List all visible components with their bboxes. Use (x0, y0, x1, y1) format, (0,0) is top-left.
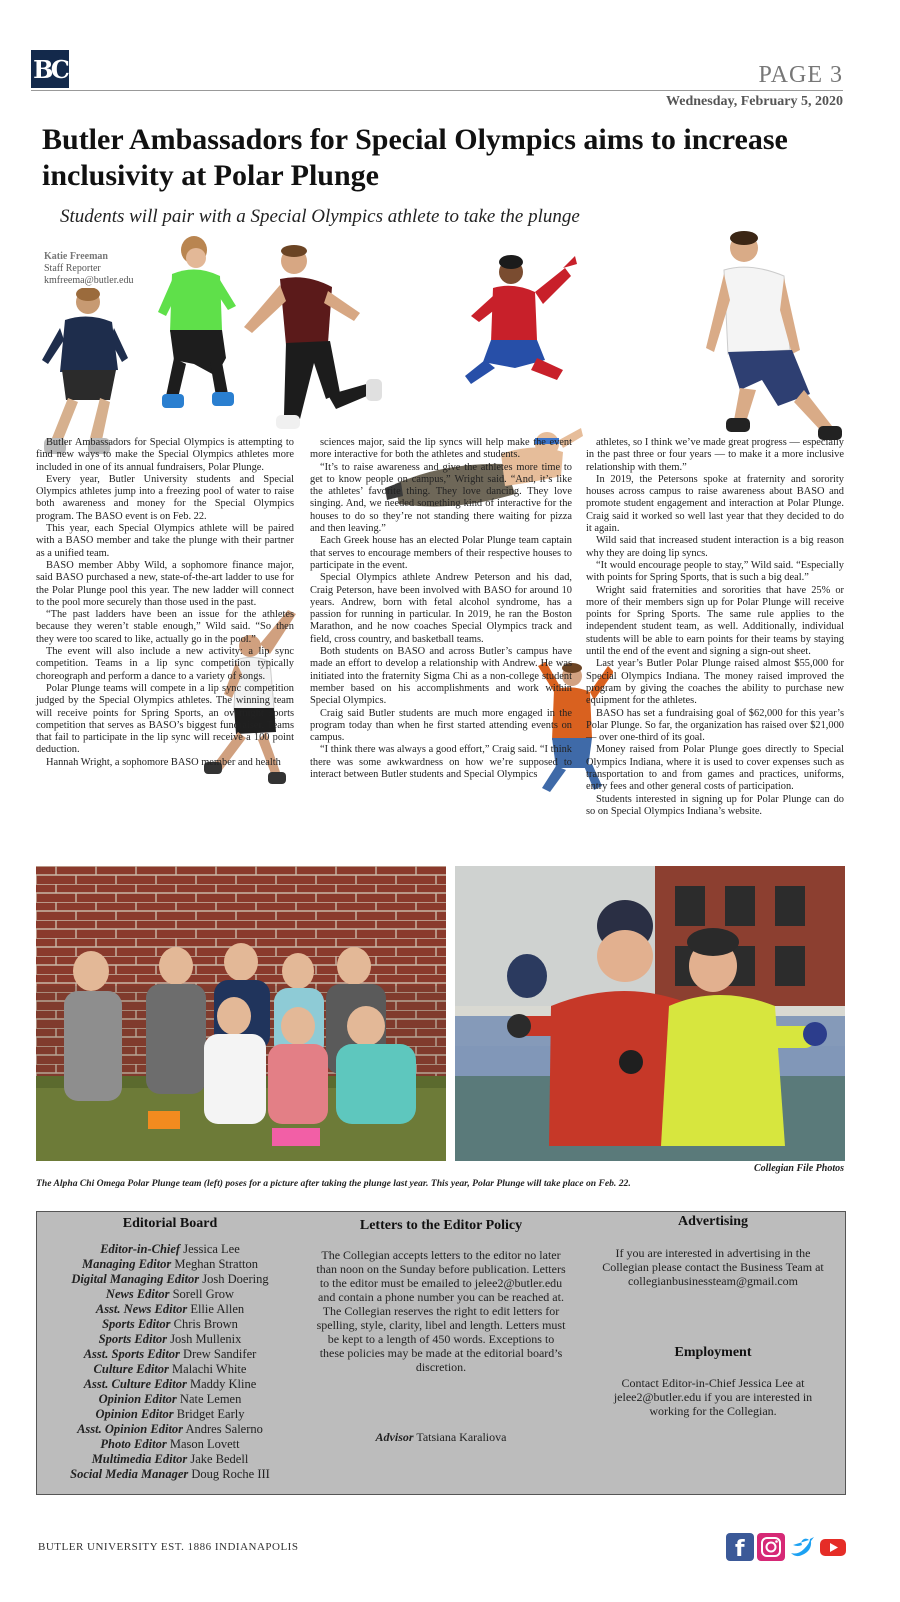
facebook-icon[interactable] (726, 1533, 754, 1561)
article-headline: Butler Ambassadors for Special Olympics aims to increase inclusivity at Polar Plunge (42, 123, 788, 192)
board-role: Asst. Culture Editor (83, 1377, 187, 1391)
advertising-text: If you are interested in advertising in the Collegian please contact the Business Team at collegianbusinessteam@gmail.com (602, 1246, 824, 1288)
article-paragraph: Students interested in signing up for Polar Plunge can do so on Special Olympics Indiana’s website. (586, 793, 844, 817)
board-name: Maddy Kline (186, 1377, 257, 1391)
staff-info-box (36, 1211, 846, 1495)
board-member-row (37, 1377, 303, 1392)
board-name: Bridget Early (173, 1407, 245, 1421)
board-member-row (37, 1257, 303, 1272)
jumper-photo-4-spiderman (455, 250, 580, 405)
letters-policy-text: The Collegian accepts letters to the editor no later than noon on the Sunday before publication. Letters to the editor must be emailed to jelee2@butler.edu and contain a phone number you can be reached at. The Collegian reserves the right to edit letters for spelling, style, clarity, libel and length. Letters must be kept to a length of 450 words. Exceptions to these policies may be made at the editorial board’s discretion. (316, 1248, 566, 1374)
board-role: Managing Editor (81, 1257, 172, 1271)
header-divider (31, 90, 843, 91)
advisor-name: Tatsiana Karaliova (416, 1430, 507, 1444)
board-role: Digital Managing Editor (71, 1272, 200, 1286)
article-column-1 (36, 437, 294, 769)
board-name: Meghan Stratton (171, 1257, 259, 1271)
article-paragraph: “It would encourage people to stay,” Wild said. “Especially with points for Spring Sports, that is such a big deal.” (586, 559, 844, 584)
twitter-icon[interactable] (788, 1533, 816, 1561)
board-name: Sorell Grow (169, 1287, 235, 1301)
board-role: Multimedia Editor (91, 1452, 188, 1466)
article-paragraph: The event will also include a new activity: a lip sync competition. Teams in a lip sync competition typically choreograph and perform a dance to a variety of songs. (36, 646, 294, 682)
board-member-row (37, 1467, 303, 1482)
board-member-row (37, 1362, 303, 1377)
article-paragraph: Polar Plunge teams will compete in a lip sync competition judged by the Special Olympics athletes. The winning team will receive points for Spring Sports, an overnight sports competition that serves as BASO’s biggest fundraiser. Teams that fail to participate in the lip sync will receive a 100 point deduction. (36, 682, 294, 756)
board-name: Andres Salerno (183, 1422, 263, 1436)
byline (44, 251, 133, 287)
board-role: Asst. Sports Editor (83, 1347, 180, 1361)
board-role: Social Media Manager (70, 1467, 189, 1481)
board-role: Sports Editor (98, 1332, 168, 1346)
article-subhead: Students will pair with a Special Olympics athlete to take the plunge (60, 206, 580, 227)
board-name: Ellie Allen (187, 1302, 245, 1316)
board-role: Opinion Editor (95, 1407, 174, 1421)
board-member-row (37, 1407, 303, 1422)
article-paragraph: athletes, so I think we’ve made great progress — especially in the past three or four years — to make it a more inclusive relationship with them.” (586, 437, 844, 473)
article-paragraph: Each Greek house has an elected Polar Plunge team captain that serves to encourage members of their respective houses to participate in the event. (310, 535, 572, 571)
article-paragraph: Every year, Butler University students and Special Olympics athletes jump into a freezing pool of water to raise both awareness and money for the Special Olympics program. The BASO event is on Feb. 22. (36, 473, 294, 522)
board-role: Culture Editor (93, 1362, 169, 1376)
issue-date: Wednesday, February 5, 2020 (666, 94, 843, 109)
instagram-icon[interactable] (757, 1533, 785, 1561)
board-role: Photo Editor (100, 1437, 167, 1451)
board-member-row (37, 1452, 303, 1467)
page-number: PAGE 3 (758, 62, 843, 88)
photo-caption: The Alpha Chi Omega Polar Plunge team (left) poses for a picture after taking the plunge last year. This year, Polar Plunge will take place on Feb. 22. (36, 1178, 631, 1189)
byline-role: Staff Reporter (44, 263, 101, 274)
article-column-2 (310, 437, 572, 781)
article-paragraph: Wild said that increased student interaction is a big reason why they are doing lip syncs. (586, 535, 844, 559)
article-paragraph: “The past ladders have been an issue for the athletes because they weren’t stable enough,” Wild said. “So then they were too scared to like, actually go in the pool.” (36, 609, 294, 645)
employment-title: Employment (674, 1345, 752, 1360)
board-name: Malachi White (168, 1362, 247, 1376)
footer-masthead: BUTLER UNIVERSITY EST. 1886 INDIANAPOLIS (38, 1541, 299, 1553)
article-paragraph: sciences major, said the lip syncs will help make the event more interactive for both the athletes and students. (310, 437, 572, 461)
article-paragraph: This year, each Special Olympics athlete will be paired with a BASO member and take the plunge with their partner as a unified team. (36, 523, 294, 559)
advertising-title: Advertising (678, 1214, 748, 1229)
jumper-photo-2 (150, 236, 240, 426)
board-name: Jessica Lee (180, 1242, 240, 1256)
board-name: Drew Sandifer (179, 1347, 257, 1361)
jumper-photo-5 (700, 230, 850, 460)
board-member-row (37, 1317, 303, 1332)
board-name: Josh Doering (199, 1272, 269, 1286)
board-member-row (37, 1302, 303, 1317)
advisor-line (315, 1430, 567, 1444)
article-paragraph: BASO has set a fundraising goal of $62,000 for this year’s Polar Plunge. So far, the organization has raised over $21,000— over one-third of its goal. (586, 707, 844, 744)
board-member-row (37, 1287, 303, 1302)
article-paragraph: Special Olympics athlete Andrew Peterson and his dad, Craig Peterson, have been involved with BASO for around 10 years. Andrew, born with fetal alcohol syndrome, has a passion for running in particular. In 2019, he ran the Boston Marathon, and he now coaches Special Olympics track and field, cross country, and basketball teams. (310, 572, 572, 645)
article-paragraph: Craig said Butler students are much more engaged in the program today than when he first started attending events on campus. (310, 707, 572, 744)
article-column-3 (586, 437, 844, 818)
jumper-photo-3 (240, 243, 390, 468)
board-role: News Editor (105, 1287, 170, 1301)
board-role: Asst. News Editor (95, 1302, 188, 1316)
article-paragraph: Money raised from Polar Plunge goes directly to Special Olympics Indiana, where it is used to cover expenses such as transportation to and from games and practices, uniforms, entry fees and other general costs of participation. (586, 744, 844, 793)
article-paragraph: Butler Ambassadors for Special Olympics is attempting to find new ways to make the Special Olympics athletes more included in one of its annual fundraisers, Polar Plunge. (36, 437, 294, 473)
collegian-logo: BC (31, 50, 69, 88)
board-name: Josh Mullenix (167, 1332, 242, 1346)
article-paragraph: Last year’s Butler Polar Plunge raised almost $55,000 for Special Olympics Indiana. The money raised improved the program by giving the coaches the ability to purchase new equipment for the athletes. (586, 658, 844, 707)
board-member-row (37, 1422, 303, 1437)
board-name: Nate Lemen (176, 1392, 242, 1406)
polar-plunge-pool-photo (455, 866, 845, 1161)
article-paragraph: Hannah Wright, a sophomore BASO member and health (46, 756, 281, 768)
board-role: Editor-in-Chief (100, 1242, 181, 1256)
photo-credit: Collegian File Photos (753, 1163, 844, 1174)
article-paragraph: BASO member Abby Wild, a sophomore finance major, said BASO purchased a new, state-of-the-art ladder to use for the Polar Plunge pool this year. The new ladder will connect to the pool more securely than those used in the past. (36, 559, 294, 608)
byline-name: Katie Freeman (44, 251, 108, 262)
board-name: Doug Roche III (188, 1467, 270, 1481)
advisor-role: Advisor (375, 1430, 414, 1444)
board-member-row (37, 1392, 303, 1407)
employment-text: Contact Editor-in-Chief Jessica Lee at jelee2@butler.edu if you are interested in working for the Collegian. (613, 1376, 813, 1418)
board-role: Sports Editor (102, 1317, 171, 1331)
board-name: Mason Lovett (166, 1437, 240, 1451)
board-member-row (37, 1272, 303, 1287)
board-name: Jake Bedell (187, 1452, 249, 1466)
board-member-row (37, 1332, 303, 1347)
article-paragraph: “I think there was always a good effort,” Craig said. “I think there was some awkwardness on how we’re supposed to interact between Butler students and Special Olympics (310, 744, 572, 781)
board-member-row (37, 1437, 303, 1452)
article-paragraph: Both students on BASO and across Butler’s campus have made an effort to develop a relationship with Andrew. He was initiated into the fraternity Sigma Chi as a non-college student member based on his accomplishments and work within Special Olympics. (310, 646, 572, 707)
article-paragraph: “It’s to raise awareness and give the athletes more time to get to know people on campus,” Wright said. “And, it’s like the athletes’ favorite thing. They love dancing. They love singing. And, we needed something kind of interactive for the houses to do so they’re not standing there waiting for pizza and then leaving.” (310, 461, 572, 535)
board-member-row (37, 1347, 303, 1362)
board-member-row (37, 1242, 303, 1257)
article-paragraph: Wright said fraternities and sororities that have 25% or more of their members sign up for Polar Plunge will receive points for Spring Sports. The same rule applies to the independent student team, as well. Additionally, individual students will be able to earn points for their teams by staying until the end of the event and signing a sign-out sheet. (586, 584, 844, 658)
editorial-board-title: Editorial Board (122, 1216, 218, 1231)
svg-text:f: f (735, 1537, 745, 1561)
board-role: Asst. Opinion Editor (77, 1422, 184, 1436)
team-group-photo (36, 866, 446, 1161)
editorial-board-list (37, 1242, 303, 1482)
board-name: Chris Brown (170, 1317, 238, 1331)
board-role: Opinion Editor (98, 1392, 177, 1406)
byline-email[interactable]: kmfreema@butler.edu (44, 275, 134, 286)
youtube-icon[interactable] (819, 1533, 847, 1561)
letters-policy-title: Letters to the Editor Policy (359, 1218, 523, 1233)
article-paragraph: In 2019, the Petersons spoke at fraternity and sorority houses across campus to raise awareness about BASO and promote student engagement and interaction at Polar Plunge. Craig said it worked so well last year that they decided to do it again. (586, 473, 844, 535)
